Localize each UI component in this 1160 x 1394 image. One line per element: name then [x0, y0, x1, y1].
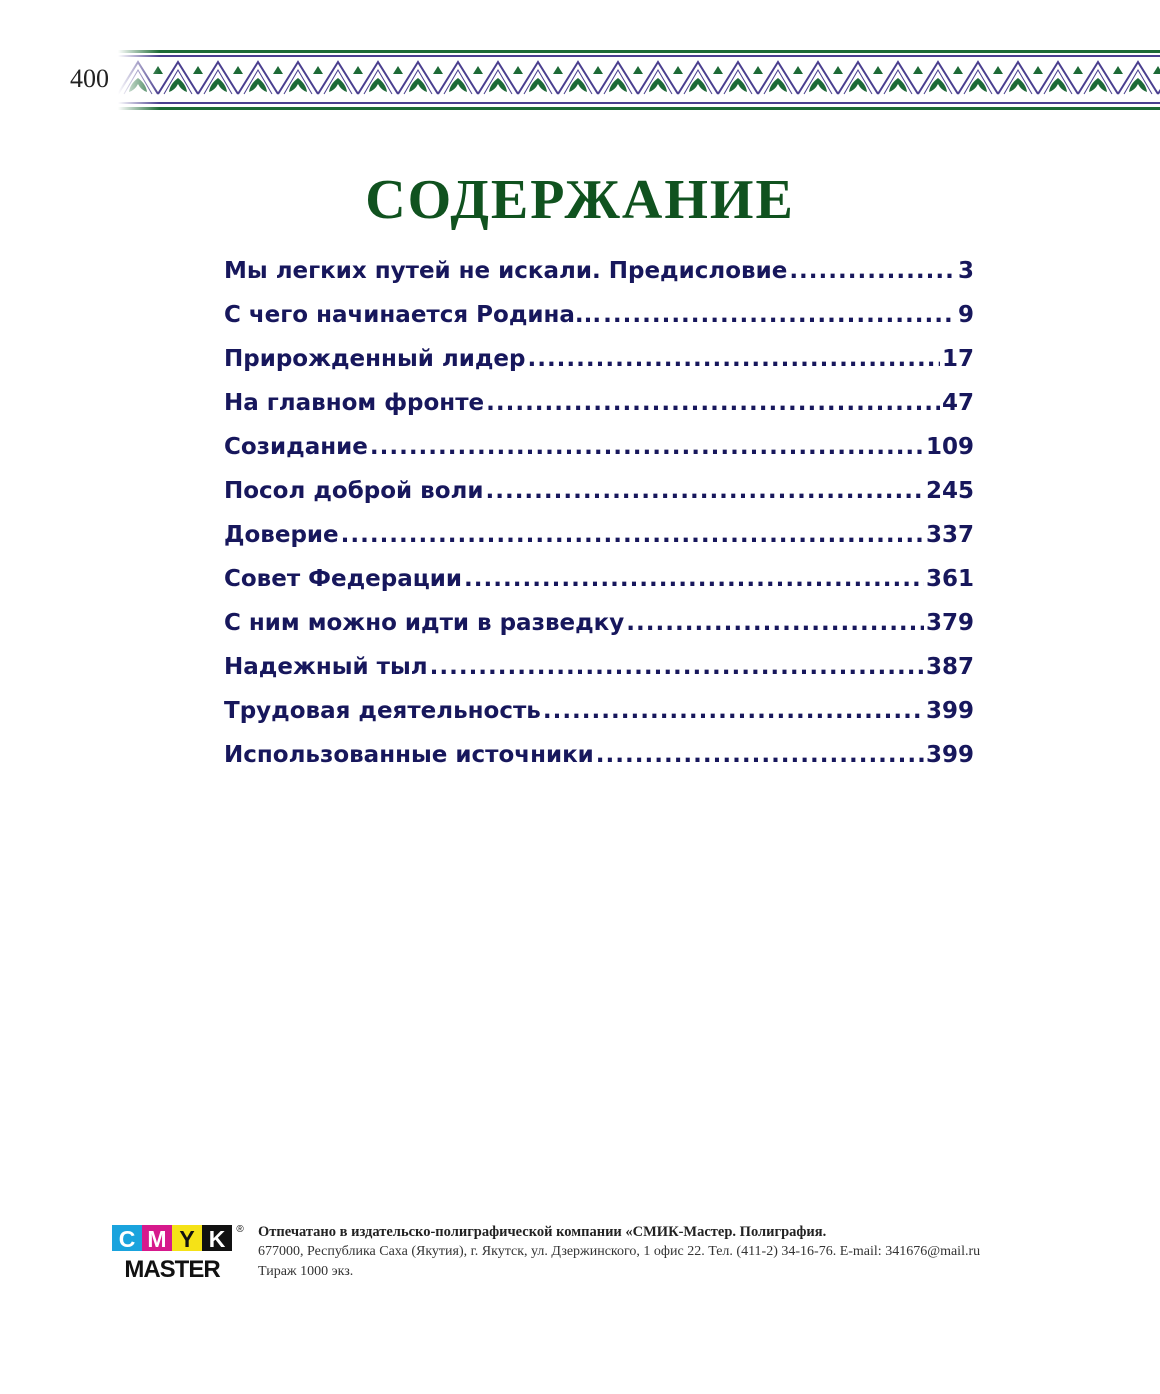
toc-dot-leader	[626, 610, 924, 636]
logo-letter-m: M	[147, 1226, 167, 1252]
toc-dot-leader	[789, 258, 956, 284]
toc-entry-title: Посол доброй воли	[224, 478, 484, 504]
toc-entry	[224, 522, 974, 566]
toc-entry-title: Мы легких путей не искали. Предисловие	[224, 258, 788, 284]
imprint	[258, 1222, 1138, 1282]
toc-entry-page: 387	[925, 654, 974, 680]
toc-entry-title: Созидание	[224, 434, 368, 460]
toc-entry	[224, 258, 974, 302]
toc-entry-page: 337	[925, 522, 974, 548]
toc-entry	[224, 610, 974, 654]
toc-entry-page: 245	[925, 478, 974, 504]
toc-entry-page: 109	[925, 434, 974, 460]
logo-registered-mark: ®	[236, 1224, 244, 1235]
toc-entry-title: На главном фронте	[224, 390, 485, 416]
toc-entry-page: 17	[941, 346, 974, 372]
toc-dot-leader	[596, 742, 924, 768]
toc-dot-leader	[464, 566, 924, 592]
toc-entry	[224, 698, 974, 742]
toc-entry	[224, 566, 974, 610]
imprint-line-publisher: Отпечатано в издательско-полиграфической компании «СМИК-Мастер. Полиграфия.	[258, 1224, 827, 1240]
imprint-line-address: 677000, Республика Саха (Якутия), г. Якутск, ул. Дзержинского, 1 офис 22. Тел. (411-2) 34-16-76. E-mail: 341676@mail.ru	[258, 1244, 981, 1259]
page-title: СОДЕРЖАНИЕ	[365, 169, 795, 231]
toc-entry-page: 3	[957, 258, 974, 284]
toc-dot-leader	[603, 302, 956, 328]
toc-entry-title: Доверие	[224, 522, 339, 548]
toc-dot-leader	[370, 434, 924, 460]
toc-entry	[224, 390, 974, 434]
toc-entry-page: 9	[957, 302, 974, 328]
logo-letter-c: C	[118, 1226, 136, 1252]
toc-entry-title: Надежный тыл	[224, 654, 428, 680]
toc-entry-page: 399	[925, 742, 974, 768]
toc-entry-title: Использованные источники	[224, 742, 594, 768]
toc-entry-page: 399	[925, 698, 974, 724]
cmyk-master-logo	[112, 1222, 248, 1282]
toc-dot-leader	[486, 390, 940, 416]
toc-entry	[224, 478, 974, 522]
toc-entry-page: 361	[925, 566, 974, 592]
toc-dot-leader	[543, 698, 924, 724]
toc-entry	[224, 434, 974, 478]
toc-entry-title: Совет Федерации	[224, 566, 463, 592]
toc-entry	[224, 302, 974, 346]
logo-letter-k: K	[208, 1226, 226, 1252]
page-number: 400	[70, 64, 109, 93]
logo-letter-y: Y	[179, 1226, 195, 1252]
toc-entry-page: 47	[941, 390, 974, 416]
folk-ornament-border-icon	[118, 48, 1160, 110]
toc-dot-leader	[485, 478, 924, 504]
toc-dot-leader	[430, 654, 924, 680]
toc-entry	[224, 346, 974, 390]
toc-entry-title: С чего начинается Родина...	[224, 302, 602, 328]
table-of-contents	[224, 258, 974, 786]
toc-entry-title: С ним можно идти в разведку	[224, 610, 625, 636]
toc-entry-title: Трудовая деятельность	[224, 698, 541, 724]
imprint-line-print-run: Тираж 1000 экз.	[258, 1264, 354, 1279]
toc-entry	[224, 654, 974, 698]
toc-entry-page: 379	[925, 610, 974, 636]
toc-entry	[224, 742, 974, 786]
toc-dot-leader	[341, 522, 924, 548]
logo-word-master: MASTER	[124, 1256, 220, 1282]
toc-dot-leader	[527, 346, 940, 372]
toc-entry-title: Прирожденный лидер	[224, 346, 526, 372]
